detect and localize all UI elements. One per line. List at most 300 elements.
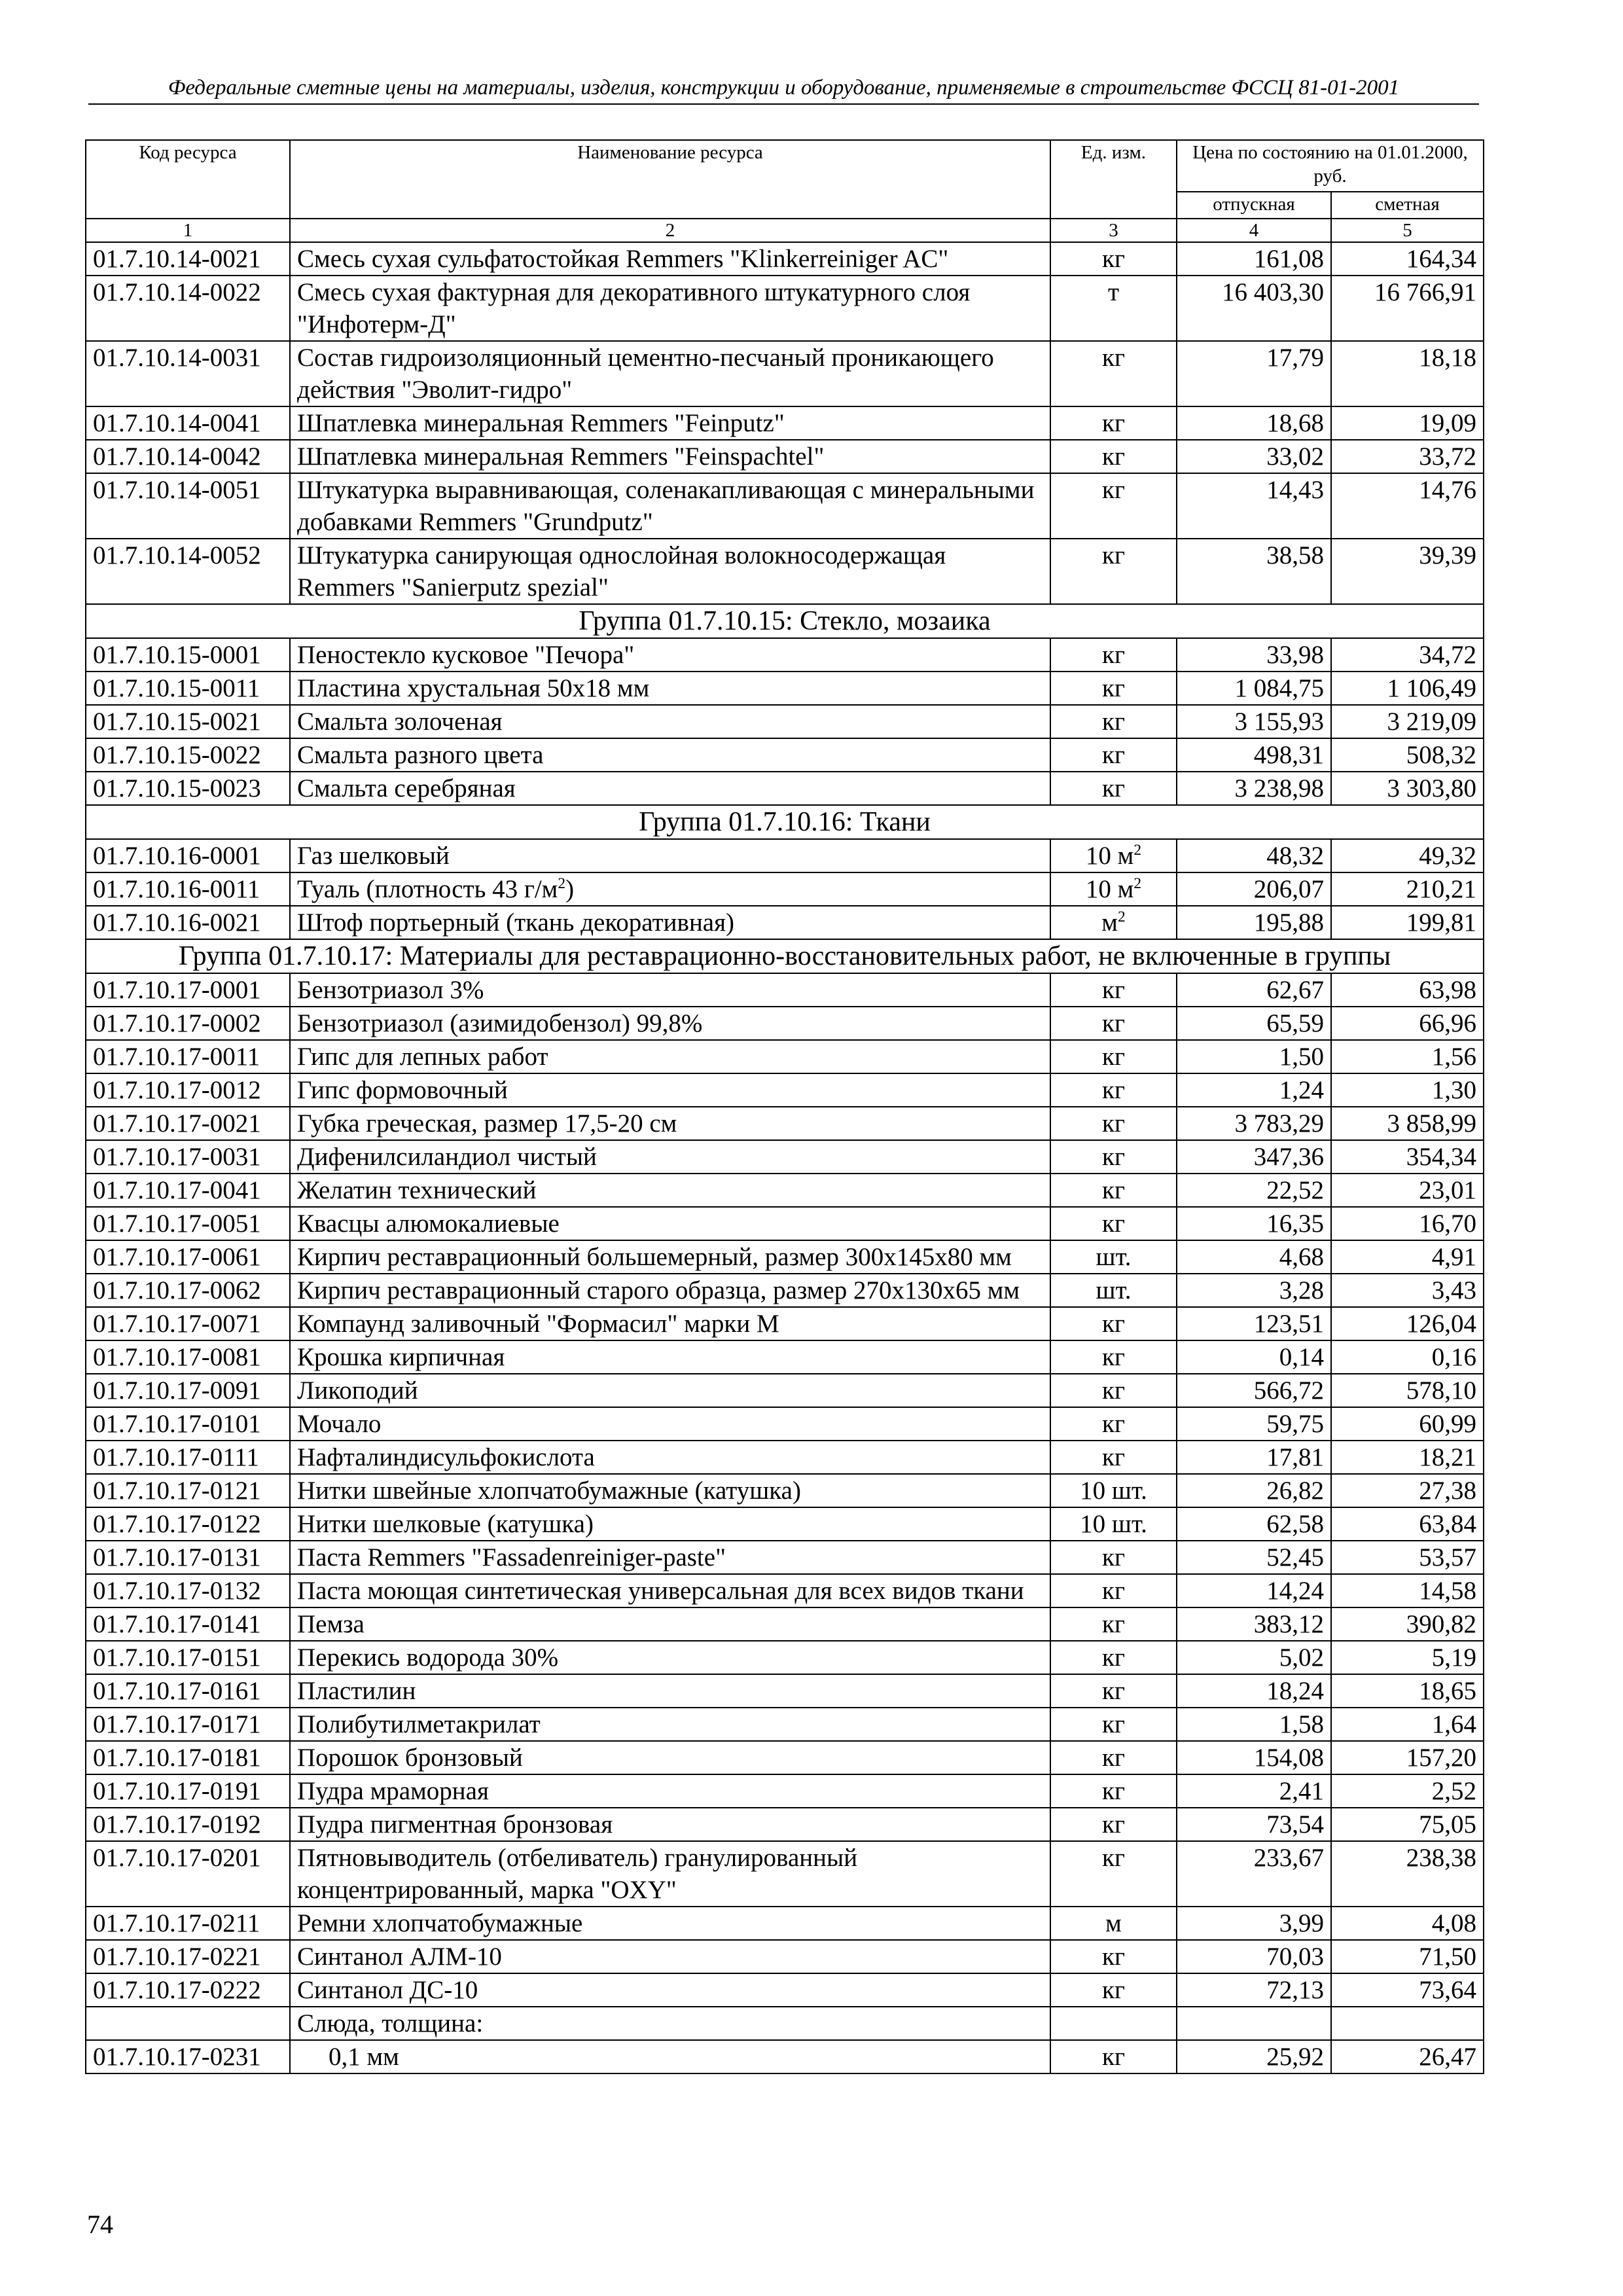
price-release: 70,03 — [1177, 1940, 1331, 1973]
resource-unit: кг — [1050, 1641, 1177, 1674]
price-estimate: 26,47 — [1331, 2040, 1484, 2073]
group-title: Группа 01.7.10.17: Материалы для реставрационно-восстановительных работ, не включенные в группы — [86, 939, 1484, 973]
resource-code: 01.7.10.14-0031 — [86, 341, 290, 406]
table-row — [86, 1007, 1484, 1040]
resource-unit: 10 шт. — [1050, 1474, 1177, 1507]
table-row — [86, 1541, 1484, 1574]
resource-name: Нафталиндисульфокислота — [290, 1441, 1050, 1474]
column-header-name: Наименование ресурса — [290, 140, 1050, 219]
resource-unit: кг — [1050, 1708, 1177, 1741]
resource-name: Ликоподий — [290, 1374, 1050, 1407]
price-release: 18,68 — [1177, 406, 1331, 440]
resource-unit: шт. — [1050, 1240, 1177, 1274]
resource-name: Нитки швейные хлопчатобумажные (катушка) — [290, 1474, 1050, 1507]
resource-unit: кг — [1050, 1441, 1177, 1474]
resource-code: 01.7.10.17-0141 — [86, 1607, 290, 1641]
resource-name: Пластина хрустальная 50х18 мм — [290, 672, 1050, 705]
resource-unit: кг — [1050, 1407, 1177, 1441]
price-release: 18,24 — [1177, 1674, 1331, 1708]
price-release: 123,51 — [1177, 1307, 1331, 1340]
resource-unit: кг — [1050, 1007, 1177, 1040]
table-row — [86, 973, 1484, 1007]
table-row — [86, 1774, 1484, 1808]
price-estimate: 3 303,80 — [1331, 772, 1484, 805]
price-estimate: 3,43 — [1331, 1274, 1484, 1307]
column-header-price-estimate: сметная — [1331, 192, 1484, 219]
price-estimate: 23,01 — [1331, 1174, 1484, 1207]
table-row — [86, 1073, 1484, 1107]
table-row — [86, 276, 1484, 341]
resource-name: Смесь сухая сульфатостойкая Remmers "Klinkerreiniger AC" — [290, 242, 1050, 276]
resource-code: 01.7.10.14-0021 — [86, 242, 290, 276]
resource-code: 01.7.10.14-0022 — [86, 276, 290, 341]
price-estimate — [1331, 2007, 1484, 2040]
resource-name: Нитки шелковые (катушка) — [290, 1507, 1050, 1541]
resource-code: 01.7.10.17-0222 — [86, 1973, 290, 2007]
price-estimate: 66,96 — [1331, 1007, 1484, 1040]
resource-name-text: ) — [565, 875, 575, 903]
price-estimate: 49,32 — [1331, 839, 1484, 872]
price-estimate: 53,57 — [1331, 1541, 1484, 1574]
superscript: 2 — [1133, 875, 1142, 892]
table-row — [86, 1973, 1484, 2007]
resource-name: Гипс формовочный — [290, 1073, 1050, 1107]
table-row — [86, 1940, 1484, 1973]
page-header: Федеральные сметные цены на материалы, изделия, конструкции и оборудование, применяемые в строительстве ФССЦ 81-01-2001 — [88, 72, 1479, 105]
resource-code: 01.7.10.16-0021 — [86, 906, 290, 939]
resource-unit: кг — [1050, 1340, 1177, 1374]
table-row — [86, 406, 1484, 440]
resource-unit: кг — [1050, 1140, 1177, 1174]
table-row — [86, 1741, 1484, 1774]
resource-unit — [1050, 872, 1177, 906]
price-estimate: 238,38 — [1331, 1841, 1484, 1907]
resource-unit: кг — [1050, 672, 1177, 705]
resource-unit: кг — [1050, 1607, 1177, 1641]
table-row — [86, 473, 1484, 539]
resource-code: 01.7.10.17-0201 — [86, 1841, 290, 1907]
table-body — [86, 242, 1484, 2073]
resource-code: 01.7.10.17-0122 — [86, 1507, 290, 1541]
resource-name: Пемза — [290, 1607, 1050, 1641]
superscript: 2 — [1117, 908, 1126, 925]
price-release: 48,32 — [1177, 839, 1331, 872]
price-estimate: 164,34 — [1331, 242, 1484, 276]
table-row — [86, 906, 1484, 939]
resource-name: Полибутилметакрилат — [290, 1708, 1050, 1741]
price-estimate: 71,50 — [1331, 1940, 1484, 1973]
price-release: 25,92 — [1177, 2040, 1331, 2073]
resource-name: Кирпич реставрационный большемерный, размер 300х145х80 мм — [290, 1240, 1050, 1274]
resource-unit: кг — [1050, 738, 1177, 772]
table-row — [86, 1808, 1484, 1841]
resource-name: Порошок бронзовый — [290, 1741, 1050, 1774]
resource-unit: кг — [1050, 1841, 1177, 1907]
resource-name: Синтанол ДС-10 — [290, 1973, 1050, 2007]
table-row — [86, 1474, 1484, 1507]
price-release: 3 155,93 — [1177, 705, 1331, 738]
price-estimate: 3 219,09 — [1331, 705, 1484, 738]
unit-text: м — [1101, 908, 1118, 937]
table-row — [86, 1574, 1484, 1607]
page-number: 74 — [87, 2210, 113, 2239]
resource-unit: кг — [1050, 1073, 1177, 1107]
price-release: 22,52 — [1177, 1174, 1331, 1207]
resource-code: 01.7.10.14-0051 — [86, 473, 290, 539]
table-row — [86, 2007, 1484, 2040]
price-estimate: 34,72 — [1331, 638, 1484, 672]
price-release: 1 084,75 — [1177, 672, 1331, 705]
resource-name: Квасцы алюмокалиевые — [290, 1207, 1050, 1240]
resource-code: 01.7.10.15-0001 — [86, 638, 290, 672]
superscript: 2 — [1133, 842, 1142, 859]
resource-name: Пеностекло кусковое "Печора" — [290, 638, 1050, 672]
resource-name: Шпатлевка минеральная Remmers "Feinputz" — [290, 406, 1050, 440]
price-release: 73,54 — [1177, 1808, 1331, 1841]
resource-code: 01.7.10.14-0052 — [86, 539, 290, 604]
resource-unit: кг — [1050, 1774, 1177, 1808]
table-row — [86, 1841, 1484, 1907]
price-release: 14,24 — [1177, 1574, 1331, 1607]
resource-name: Пятновыводитель (отбеливатель) гранулированный концентрированный, марка "OXY" — [290, 1841, 1050, 1907]
resource-code: 01.7.10.17-0191 — [86, 1774, 290, 1808]
price-release: 5,02 — [1177, 1641, 1331, 1674]
price-estimate: 5,19 — [1331, 1641, 1484, 1674]
resource-code: 01.7.10.17-0031 — [86, 1140, 290, 1174]
resource-code: 01.7.10.15-0011 — [86, 672, 290, 705]
resource-code: 01.7.10.17-0181 — [86, 1741, 290, 1774]
resource-name: Крошка кирпичная — [290, 1340, 1050, 1374]
resource-code: 01.7.10.17-0041 — [86, 1174, 290, 1207]
price-release: 195,88 — [1177, 906, 1331, 939]
resource-code: 01.7.10.17-0001 — [86, 973, 290, 1007]
resource-code: 01.7.10.17-0221 — [86, 1940, 290, 1973]
table-row — [86, 1340, 1484, 1374]
price-estimate: 1,56 — [1331, 1040, 1484, 1073]
resource-name: Пудра пигментная бронзовая — [290, 1808, 1050, 1841]
table-row — [86, 1107, 1484, 1140]
resource-unit: т — [1050, 276, 1177, 341]
resource-unit: кг — [1050, 473, 1177, 539]
resource-name: 0,1 мм — [290, 2040, 1050, 2073]
price-estimate: 14,58 — [1331, 1574, 1484, 1607]
price-estimate: 126,04 — [1331, 1307, 1484, 1340]
resource-name: Паста Remmers "Fassadenreiniger-paste" — [290, 1541, 1050, 1574]
column-number: 3 — [1050, 219, 1177, 242]
price-estimate: 578,10 — [1331, 1374, 1484, 1407]
resource-unit: кг — [1050, 1940, 1177, 1973]
price-estimate: 16 766,91 — [1331, 276, 1484, 341]
price-release: 498,31 — [1177, 738, 1331, 772]
price-release: 38,58 — [1177, 539, 1331, 604]
price-release: 0,14 — [1177, 1340, 1331, 1374]
price-release: 3,28 — [1177, 1274, 1331, 1307]
resource-name: Бензотриазол (азимидобензол) 99,8% — [290, 1007, 1050, 1040]
resource-unit — [1050, 839, 1177, 872]
resource-name: Смесь сухая фактурная для декоративного штукатурного слоя "Инфотерм-Д" — [290, 276, 1050, 341]
table-row — [86, 1140, 1484, 1174]
table-row — [86, 539, 1484, 604]
resource-unit: кг — [1050, 539, 1177, 604]
resource-name: Пластилин — [290, 1674, 1050, 1708]
price-release: 383,12 — [1177, 1607, 1331, 1641]
price-estimate: 63,98 — [1331, 973, 1484, 1007]
resource-unit: кг — [1050, 1374, 1177, 1407]
unit-text: 10 м — [1085, 842, 1134, 870]
resource-code: 01.7.10.17-0051 — [86, 1207, 290, 1240]
price-estimate: 33,72 — [1331, 440, 1484, 473]
resource-name: Шпатлевка минеральная Remmers "Feinspachtel" — [290, 440, 1050, 473]
table-row — [86, 1207, 1484, 1240]
price-estimate: 18,65 — [1331, 1674, 1484, 1708]
price-estimate: 354,34 — [1331, 1140, 1484, 1174]
resource-name: Мочало — [290, 1407, 1050, 1441]
price-estimate: 73,64 — [1331, 1973, 1484, 2007]
resource-code: 01.7.10.17-0132 — [86, 1574, 290, 1607]
price-release: 1,58 — [1177, 1708, 1331, 1741]
price-release: 52,45 — [1177, 1541, 1331, 1574]
header-row — [86, 140, 1484, 192]
resource-unit — [1050, 906, 1177, 939]
price-release: 33,02 — [1177, 440, 1331, 473]
table-row — [86, 2040, 1484, 2073]
table-row — [86, 672, 1484, 705]
column-header-unit: Ед. изм. — [1050, 140, 1177, 219]
resource-unit: кг — [1050, 440, 1177, 473]
resource-code: 01.7.10.17-0091 — [86, 1374, 290, 1407]
price-release: 3,99 — [1177, 1907, 1331, 1940]
resource-unit: кг — [1050, 1574, 1177, 1607]
resource-name: Газ шелковый — [290, 839, 1050, 872]
resource-code: 01.7.10.17-0021 — [86, 1107, 290, 1140]
resource-code: 01.7.10.17-0012 — [86, 1073, 290, 1107]
resource-code: 01.7.10.17-0062 — [86, 1274, 290, 1307]
price-estimate: 1 106,49 — [1331, 672, 1484, 705]
price-estimate: 0,16 — [1331, 1340, 1484, 1374]
price-release: 62,58 — [1177, 1507, 1331, 1541]
price-estimate: 18,18 — [1331, 341, 1484, 406]
resource-name: Пудра мраморная — [290, 1774, 1050, 1808]
price-estimate: 199,81 — [1331, 906, 1484, 939]
price-release: 1,24 — [1177, 1073, 1331, 1107]
table-row — [86, 1507, 1484, 1541]
resource-code: 01.7.10.15-0022 — [86, 738, 290, 772]
resource-unit: кг — [1050, 1808, 1177, 1841]
price-release: 1,50 — [1177, 1040, 1331, 1073]
resource-unit — [1050, 2007, 1177, 2040]
price-release: 206,07 — [1177, 872, 1331, 906]
resource-code: 01.7.10.16-0011 — [86, 872, 290, 906]
price-release: 62,67 — [1177, 973, 1331, 1007]
table-row — [86, 1307, 1484, 1340]
resource-code: 01.7.10.17-0111 — [86, 1441, 290, 1474]
price-release: 59,75 — [1177, 1407, 1331, 1441]
resource-name: Состав гидроизоляционный цементно-песчаный проникающего действия "Эволит-гидро" — [290, 341, 1050, 406]
resource-unit: кг — [1050, 1674, 1177, 1708]
table-row — [86, 1240, 1484, 1274]
resource-code: 01.7.10.15-0023 — [86, 772, 290, 805]
resource-unit: кг — [1050, 1307, 1177, 1340]
resource-name: Штукатурка выравнивающая, соленакапливающая с минеральными добавками Remmers "Grundputz" — [290, 473, 1050, 539]
price-estimate: 390,82 — [1331, 1607, 1484, 1641]
resource-code: 01.7.10.17-0161 — [86, 1674, 290, 1708]
column-header-price: Цена по состоянию на 01.01.2000, руб. — [1177, 140, 1484, 192]
resource-name: Паста моющая синтетическая универсальная для всех видов ткани — [290, 1574, 1050, 1607]
resource-name: Компаунд заливочный "Формасил" марки М — [290, 1307, 1050, 1340]
resource-code: 01.7.10.17-0061 — [86, 1240, 290, 1274]
group-header-row — [86, 604, 1484, 638]
price-estimate: 19,09 — [1331, 406, 1484, 440]
resource-unit: кг — [1050, 1207, 1177, 1240]
group-title: Группа 01.7.10.16: Ткани — [86, 805, 1484, 839]
resource-name: Бензотриазол 3% — [290, 973, 1050, 1007]
price-release: 16,35 — [1177, 1207, 1331, 1240]
resource-unit: кг — [1050, 2040, 1177, 2073]
price-estimate: 210,21 — [1331, 872, 1484, 906]
price-release: 17,81 — [1177, 1441, 1331, 1474]
price-release: 154,08 — [1177, 1741, 1331, 1774]
resource-name: Дифенилсиландиол чистый — [290, 1140, 1050, 1174]
resource-unit: кг — [1050, 1973, 1177, 2007]
resource-unit: кг — [1050, 1541, 1177, 1574]
resource-name: Смальта золоченая — [290, 705, 1050, 738]
price-estimate: 508,32 — [1331, 738, 1484, 772]
table-row — [86, 1274, 1484, 1307]
price-release: 3 238,98 — [1177, 772, 1331, 805]
price-release: 3 783,29 — [1177, 1107, 1331, 1140]
price-estimate: 60,99 — [1331, 1407, 1484, 1441]
resource-code: 01.7.10.17-0231 — [86, 2040, 290, 2073]
table-row — [86, 1407, 1484, 1441]
table-row — [86, 1641, 1484, 1674]
table-row — [86, 1441, 1484, 1474]
price-release: 33,98 — [1177, 638, 1331, 672]
table-row — [86, 1040, 1484, 1073]
resource-code: 01.7.10.17-0081 — [86, 1340, 290, 1374]
table-row — [86, 872, 1484, 906]
resource-code: 01.7.10.16-0001 — [86, 839, 290, 872]
resource-unit: кг — [1050, 406, 1177, 440]
price-estimate: 39,39 — [1331, 539, 1484, 604]
price-estimate: 16,70 — [1331, 1207, 1484, 1240]
price-estimate: 14,76 — [1331, 473, 1484, 539]
resource-unit: кг — [1050, 341, 1177, 406]
table-row — [86, 1607, 1484, 1641]
table-row — [86, 440, 1484, 473]
resource-code: 01.7.10.17-0002 — [86, 1007, 290, 1040]
resource-name: Перекись водорода 30% — [290, 1641, 1050, 1674]
column-number: 1 — [86, 219, 290, 242]
resource-unit: кг — [1050, 973, 1177, 1007]
resource-unit: кг — [1050, 1107, 1177, 1140]
price-estimate: 63,84 — [1331, 1507, 1484, 1541]
resource-code: 01.7.10.17-0011 — [86, 1040, 290, 1073]
price-release: 2,41 — [1177, 1774, 1331, 1808]
price-estimate: 4,91 — [1331, 1240, 1484, 1274]
table-row — [86, 1674, 1484, 1708]
price-estimate: 75,05 — [1331, 1808, 1484, 1841]
table-row — [86, 1708, 1484, 1741]
column-header-code: Код ресурса — [86, 140, 290, 219]
group-header-row — [86, 805, 1484, 839]
price-release — [1177, 2007, 1331, 2040]
resource-code: 01.7.10.17-0192 — [86, 1808, 290, 1841]
table-row — [86, 839, 1484, 872]
superscript: 2 — [558, 875, 566, 892]
price-table — [85, 139, 1484, 2074]
resource-name: Синтанол АЛМ-10 — [290, 1940, 1050, 1973]
resource-unit: шт. — [1050, 1274, 1177, 1307]
price-release: 16 403,30 — [1177, 276, 1331, 341]
price-release: 14,43 — [1177, 473, 1331, 539]
resource-code: 01.7.10.14-0041 — [86, 406, 290, 440]
price-release: 65,59 — [1177, 1007, 1331, 1040]
resource-name: Слюда, толщина: — [290, 2007, 1050, 2040]
column-number: 2 — [290, 219, 1050, 242]
price-estimate: 157,20 — [1331, 1741, 1484, 1774]
resource-unit: кг — [1050, 705, 1177, 738]
resource-unit: кг — [1050, 772, 1177, 805]
resource-unit: кг — [1050, 638, 1177, 672]
table-row — [86, 341, 1484, 406]
unit-text: 10 м — [1085, 875, 1134, 903]
resource-code: 01.7.10.14-0042 — [86, 440, 290, 473]
resource-code: 01.7.10.17-0121 — [86, 1474, 290, 1507]
resource-code — [86, 2007, 290, 2040]
table-row — [86, 1174, 1484, 1207]
table-row — [86, 1907, 1484, 1940]
resource-name-text: Туаль (плотность 43 г/м — [297, 875, 558, 903]
group-header-row — [86, 939, 1484, 973]
resource-name — [290, 872, 1050, 906]
resource-name: Смальта разного цвета — [290, 738, 1050, 772]
table-row — [86, 705, 1484, 738]
resource-unit: кг — [1050, 1741, 1177, 1774]
resource-unit: 10 шт. — [1050, 1507, 1177, 1541]
price-estimate: 27,38 — [1331, 1474, 1484, 1507]
table-row — [86, 242, 1484, 276]
price-estimate: 1,64 — [1331, 1708, 1484, 1741]
resource-name: Губка греческая, размер 17,5-20 см — [290, 1107, 1050, 1140]
price-release: 4,68 — [1177, 1240, 1331, 1274]
resource-name: Кирпич реставрационный старого образца, размер 270х130х65 мм — [290, 1274, 1050, 1307]
price-estimate: 3 858,99 — [1331, 1107, 1484, 1140]
price-estimate: 2,52 — [1331, 1774, 1484, 1808]
price-release: 72,13 — [1177, 1973, 1331, 2007]
resource-name: Желатин технический — [290, 1174, 1050, 1207]
resource-code: 01.7.10.17-0101 — [86, 1407, 290, 1441]
resource-name: Штукатурка санирующая однослойная волокносодержащая Remmers "Sanierputz spezial" — [290, 539, 1050, 604]
table-row — [86, 738, 1484, 772]
price-release: 17,79 — [1177, 341, 1331, 406]
price-estimate: 18,21 — [1331, 1441, 1484, 1474]
resource-unit: м — [1050, 1907, 1177, 1940]
group-title: Группа 01.7.10.15: Стекло, мозаика — [86, 604, 1484, 638]
resource-unit: кг — [1050, 242, 1177, 276]
resource-code: 01.7.10.17-0171 — [86, 1708, 290, 1741]
resource-code: 01.7.10.17-0211 — [86, 1907, 290, 1940]
resource-code: 01.7.10.17-0131 — [86, 1541, 290, 1574]
resource-code: 01.7.10.17-0071 — [86, 1307, 290, 1340]
table-row — [86, 638, 1484, 672]
table-row — [86, 772, 1484, 805]
price-release: 347,36 — [1177, 1140, 1331, 1174]
resource-name: Штоф портьерный (ткань декоративная) — [290, 906, 1050, 939]
resource-unit: кг — [1050, 1174, 1177, 1207]
resource-code: 01.7.10.17-0151 — [86, 1641, 290, 1674]
price-release: 566,72 — [1177, 1374, 1331, 1407]
resource-unit: кг — [1050, 1040, 1177, 1073]
